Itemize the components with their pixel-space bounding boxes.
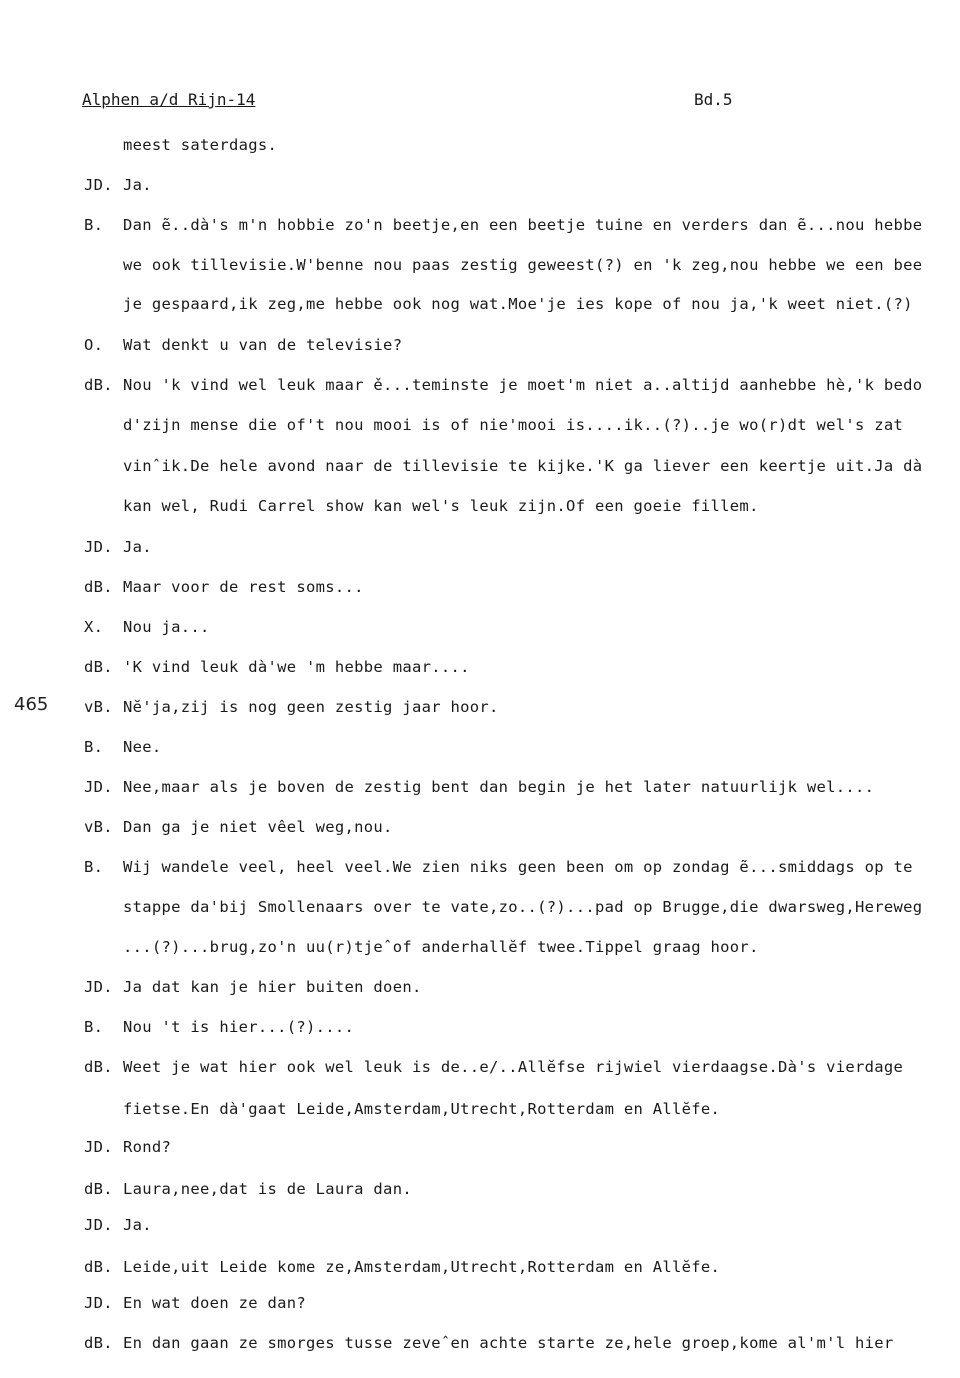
utterance-text: Ja. — [123, 1216, 152, 1234]
transcript-line — [0, 1214, 960, 1236]
speaker-label: O. — [84, 336, 104, 354]
transcript-line — [0, 374, 960, 396]
utterance-text: stappe da'bij Smollenaars over te vate,zo..(?)...pad op Brugge,die dwarsweg,Hereweg — [123, 898, 923, 916]
utterance-text: Nou 't is hier...(?).... — [123, 1018, 355, 1036]
speaker-label: JD. — [84, 778, 113, 796]
transcript-line — [0, 1136, 960, 1158]
utterance-text: Rond? — [123, 1138, 172, 1156]
transcript-line — [0, 455, 960, 477]
speaker-label: JD. — [84, 1216, 113, 1234]
utterance-text: Ja. — [123, 176, 152, 194]
transcript-line — [0, 1016, 960, 1038]
speaker-label: JD. — [84, 978, 113, 996]
speaker-label: JD. — [84, 1138, 113, 1156]
speaker-label: JD. — [84, 176, 113, 194]
transcript-line — [0, 696, 960, 718]
utterance-text: meest saterdags. — [123, 136, 278, 154]
transcript-line — [0, 976, 960, 998]
utterance-text: En dan gaan ze smorges tusse zeveˆen achte starte ze,hele groep,kome al'm'l hier — [123, 1334, 894, 1352]
speaker-label: B. — [84, 216, 104, 234]
transcript-line — [0, 936, 960, 958]
utterance-text: Leide,uit Leide kome ze,Amsterdam,Utrecht,Rotterdam en Allĕfe. — [123, 1258, 721, 1276]
transcript-line — [0, 254, 960, 276]
utterance-text: Wat denkt u van de televisie? — [123, 336, 403, 354]
speaker-label: dB. — [84, 578, 113, 596]
utterance-text: Nou ja... — [123, 618, 210, 636]
transcript-line — [0, 736, 960, 758]
speaker-label: dB. — [84, 1334, 113, 1352]
utterance-text: Nou 'k vind wel leuk maar ě...teminste je moet'm niet a..altijd aanhebbe hè,'k bedo — [123, 376, 923, 394]
utterance-text: Weet je wat hier ook wel leuk is de..e/..Allĕfse rijwiel vierdaagse.Dà's vierdage — [123, 1058, 904, 1076]
utterance-text: kan wel, Rudi Carrel show kan wel's leuk zijn.Of een goeie fillem. — [123, 497, 759, 515]
transcript-line — [0, 656, 960, 678]
utterance-text: we ook tillevisie.W'benne nou paas zestig geweest(?) en 'k zeg,nou hebbe we een bee — [123, 256, 923, 274]
utterance-text: Ja. — [123, 538, 152, 556]
transcript-line — [0, 214, 960, 236]
transcript-line — [0, 856, 960, 878]
utterance-text: Nee. — [123, 738, 162, 756]
transcript-line — [0, 616, 960, 638]
speaker-label: dB. — [84, 1058, 113, 1076]
utterance-text: Dan ga je niet vêel weg,nou. — [123, 818, 393, 836]
utterance-text: Dan ẽ..dà's m'n hobbie zo'n beetje,en een beetje tuine en verders dan ẽ...nou hebbe — [123, 216, 923, 234]
utterance-text: fietse.En dà'gaat Leide,Amsterdam,Utrecht,Rotterdam en Allĕfe. — [123, 1100, 721, 1118]
speaker-label: B. — [84, 858, 104, 876]
transcript-line — [0, 816, 960, 838]
utterance-text: Nee,maar als je boven de zestig bent dan begin je het later natuurlijk wel.... — [123, 778, 875, 796]
utterance-text: Ja dat kan je hier buiten doen. — [123, 978, 422, 996]
utterance-text: Nĕ'ja,zij is nog geen zestig jaar hoor. — [123, 698, 499, 716]
utterance-text: Wij wandele veel, heel veel.We zien niks geen been om op zondag ẽ...smiddags op te — [123, 858, 913, 876]
speaker-label: dB. — [84, 1258, 113, 1276]
speaker-label: dB. — [84, 1180, 113, 1198]
transcript-line — [0, 293, 960, 315]
transcript-line — [0, 536, 960, 558]
speaker-label: B. — [84, 1018, 104, 1036]
speaker-label: vB. — [84, 818, 113, 836]
margin-counter-note: 465 — [14, 694, 49, 715]
transcript-line — [0, 776, 960, 798]
speaker-label: JD. — [84, 1294, 113, 1312]
speaker-label: X. — [84, 618, 104, 636]
speaker-label: dB. — [84, 658, 113, 676]
speaker-label: B. — [84, 738, 104, 756]
transcript-line — [0, 1098, 960, 1120]
utterance-text: ...(?)...brug,zo'n uu(r)tjeˆof anderhallĕf twee.Tippel graag hoor. — [123, 938, 759, 956]
utterance-text: Laura,nee,dat is de Laura dan. — [123, 1180, 412, 1198]
transcript-line — [0, 174, 960, 196]
utterance-text: Maar voor de rest soms... — [123, 578, 364, 596]
transcript-line — [0, 1056, 960, 1078]
utterance-text: d'zijn mense die of't nou mooi is of nie'mooi is....ik..(?)..je wo(r)dt wel's zat — [123, 416, 904, 434]
utterance-text: je gespaard,ik zeg,me hebbe ook nog wat.Moe'je ies kope of nou ja,'k weet niet.(?) — [123, 295, 913, 313]
utterance-text: vinˆik.De hele avond naar de tillevisie te kijke.'K ga liever een keertje uit.Ja dà — [123, 457, 923, 475]
speaker-label: dB. — [84, 376, 113, 394]
transcript-line — [0, 134, 960, 156]
transcript-line — [0, 1332, 960, 1354]
transcript-line — [0, 896, 960, 918]
utterance-text: 'K vind leuk dà'we 'm hebbe maar.... — [123, 658, 470, 676]
document-location-title: Alphen a/d Rijn-14 — [82, 90, 256, 109]
transcript-line — [0, 495, 960, 517]
transcript-line — [0, 414, 960, 436]
utterance-text: En wat doen ze dan? — [123, 1294, 307, 1312]
volume-label: Bd.5 — [694, 90, 733, 109]
transcript-line — [0, 334, 960, 356]
transcript-line — [0, 1256, 960, 1278]
transcript-line — [0, 1292, 960, 1314]
speaker-label: JD. — [84, 538, 113, 556]
speaker-label: vB. — [84, 698, 113, 716]
transcript-line — [0, 576, 960, 598]
transcript-line — [0, 1178, 960, 1200]
